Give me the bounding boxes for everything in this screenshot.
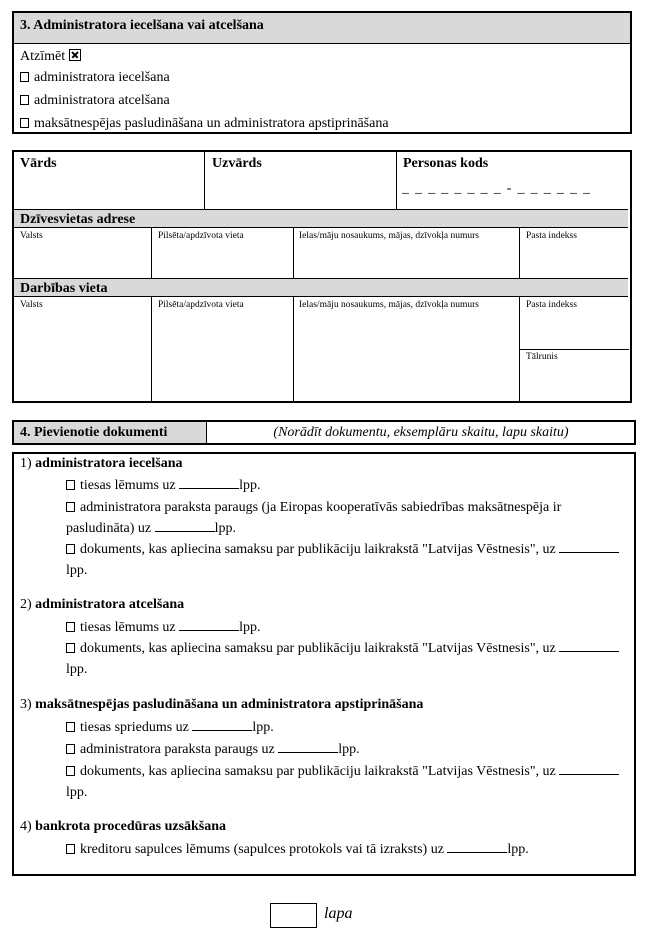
group-number: 1) xyxy=(20,456,32,471)
group-number: 4) xyxy=(20,819,32,834)
residence-title: Dzīvesvietas adrese xyxy=(14,209,628,228)
item-text: tiesas spriedums uz xyxy=(80,720,189,735)
item-suffix: lpp. xyxy=(239,478,261,493)
group-1-title xyxy=(20,455,183,473)
option-insolvency[interactable] xyxy=(20,115,389,133)
checkbox-icon[interactable] xyxy=(20,72,29,82)
checkbox-icon[interactable] xyxy=(66,480,75,490)
doc-item xyxy=(66,617,631,638)
group-title: administratora iecelšana xyxy=(35,456,183,471)
option-label: maksātnespējas pasludināšana un administratora apstiprināšana xyxy=(34,116,389,131)
page-number-box[interactable] xyxy=(270,903,317,928)
option-label: administratora atcelšana xyxy=(34,93,170,108)
residence-postcode: Pasta indekss xyxy=(526,231,577,241)
group-number: 3) xyxy=(20,697,32,712)
residence-street: Ielas/māju nosaukums, mājas, dzīvokļa numurs xyxy=(299,231,479,241)
checkbox-icon[interactable] xyxy=(66,502,75,512)
group-title: maksātnespējas pasludināšana un administratora apstiprināšana xyxy=(35,697,424,712)
checked-box-icon xyxy=(69,49,81,61)
doc-item xyxy=(66,638,631,680)
option-appoint[interactable] xyxy=(20,69,170,87)
doc-item xyxy=(66,739,631,760)
doc-item xyxy=(66,717,631,738)
workplace-city: Pilsēta/apdzīvota vieta xyxy=(158,300,244,310)
checkbox-icon[interactable] xyxy=(66,622,75,632)
option-label: administratora iecelšana xyxy=(34,70,170,85)
checkbox-icon[interactable] xyxy=(66,844,75,854)
pages-field[interactable] xyxy=(559,762,619,775)
mark-instruction xyxy=(20,48,81,66)
pages-field[interactable] xyxy=(278,740,338,753)
doc-item xyxy=(66,497,631,539)
checkbox-icon[interactable] xyxy=(66,766,75,776)
doc-item xyxy=(66,761,631,803)
item-suffix: lpp. xyxy=(214,521,237,536)
item-text: tiesas lēmums uz xyxy=(80,478,176,493)
item-text: dokuments, kas apliecina samaksu par publikāciju laikrakstā "Latvijas Vēstnesis", uz xyxy=(80,542,556,557)
workplace-street: Ielas/māju nosaukums, mājas, dzīvokļa numurs xyxy=(299,300,479,310)
item-suffix: lpp. xyxy=(66,785,88,800)
workplace-title: Darbības vieta xyxy=(14,278,628,297)
checkbox-icon[interactable] xyxy=(20,118,29,128)
item-suffix: lpp. xyxy=(239,620,261,635)
section-3-title: 3. Administratora iecelšana vai atcelšana xyxy=(14,13,630,44)
item-suffix: lpp. xyxy=(66,662,88,677)
pages-field[interactable] xyxy=(447,840,507,853)
personal-code-label: Personas kods xyxy=(403,156,489,171)
doc-item xyxy=(66,839,631,860)
workplace-postcode: Pasta indekss xyxy=(526,300,577,310)
group-number: 2) xyxy=(20,597,32,612)
checkbox-icon[interactable] xyxy=(66,722,75,732)
pages-field[interactable] xyxy=(155,519,215,532)
section-4-title: 4. Pievienotie dokumenti xyxy=(14,422,207,443)
group-title: administratora atcelšana xyxy=(35,597,185,612)
workplace-phone: Tālrunis xyxy=(526,352,558,362)
checkbox-icon[interactable] xyxy=(66,744,75,754)
item-text: tiesas lēmums uz xyxy=(80,620,176,635)
pages-field[interactable] xyxy=(559,639,619,652)
group-3-title xyxy=(20,696,423,714)
residence-country: Valsts xyxy=(20,231,43,241)
personal-code-field[interactable]: _ _ _ _ _ _ _ _ - _ _ _ _ _ _ xyxy=(402,181,592,196)
item-text: administratora paraksta paraugs uz xyxy=(80,742,275,757)
group-4-title xyxy=(20,818,226,836)
checkbox-icon[interactable] xyxy=(66,544,75,554)
item-text: dokuments, kas apliecina samaksu par publikāciju laikrakstā "Latvijas Vēstnesis", uz xyxy=(80,764,556,779)
residence-city: Pilsēta/apdzīvota vieta xyxy=(158,231,244,241)
item-suffix: lpp. xyxy=(507,842,529,857)
item-suffix: lpp. xyxy=(66,563,88,578)
checkbox-icon[interactable] xyxy=(20,95,29,105)
pages-field[interactable] xyxy=(192,718,252,731)
doc-item xyxy=(66,475,631,496)
item-suffix: lpp. xyxy=(252,720,274,735)
checkbox-icon[interactable] xyxy=(66,643,75,653)
pages-field[interactable] xyxy=(179,476,239,489)
mark-label: Atzīmēt xyxy=(20,49,66,64)
group-2-title xyxy=(20,596,184,614)
item-text: administratora paraksta paraugs (ja Eiropas kooperatīvās sabiedrības maksātnespēja ir pasludināta) uz xyxy=(66,500,562,536)
item-text: dokuments, kas apliecina samaksu par publikāciju laikrakstā "Latvijas Vēstnesis", uz xyxy=(80,641,556,656)
pages-field[interactable] xyxy=(559,540,619,553)
option-dismiss[interactable] xyxy=(20,92,170,110)
pages-field[interactable] xyxy=(179,618,239,631)
page-label: lapa xyxy=(324,905,353,922)
section-4-hint: (Norādīt dokumentu, eksemplāru skaitu, lapu skaitu) xyxy=(273,425,569,440)
doc-item xyxy=(66,539,631,581)
item-text: kreditoru sapulces lēmums (sapulces protokols vai tā izraksts) uz xyxy=(80,842,444,857)
last-name-label: Uzvārds xyxy=(212,156,262,171)
first-name-label: Vārds xyxy=(20,156,57,171)
item-suffix: lpp. xyxy=(338,742,360,757)
group-title: bankrota procedūras uzsākšana xyxy=(35,819,227,834)
workplace-country: Valsts xyxy=(20,300,43,310)
